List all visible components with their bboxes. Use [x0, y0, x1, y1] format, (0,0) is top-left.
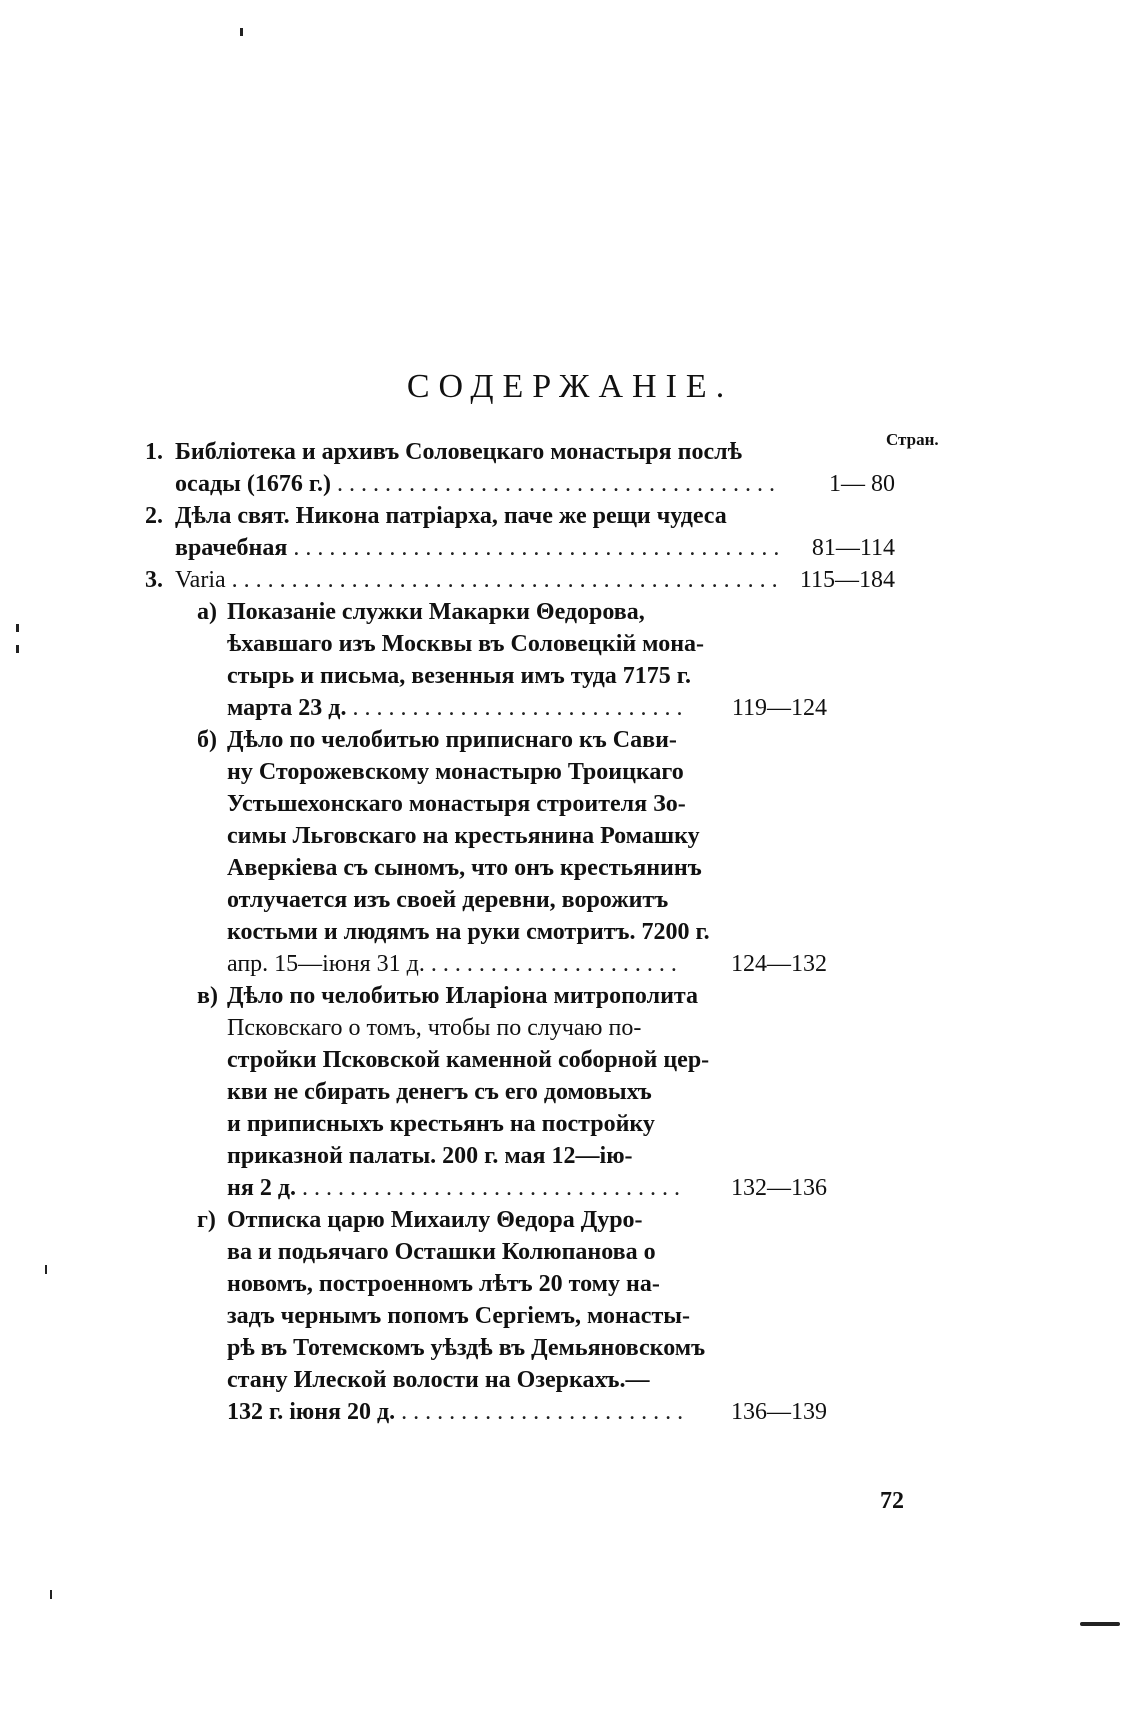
- toc-entry-2-text: Дѣла свят. Никона патріарха, паче же рещи чудеса: [175, 503, 727, 529]
- toc-sub-c-pages: 132—136: [731, 1175, 827, 1201]
- toc-entry-3-number: 3.: [145, 567, 163, 593]
- toc-entry-1-line-1: [145, 435, 905, 469]
- toc-sub-c-line-6: [227, 1139, 827, 1173]
- toc-sub-a-text-2: ѣхавшаго изъ Москвы въ Соловецкій мона-: [227, 631, 705, 657]
- toc-sub-c-line-4: [227, 1075, 827, 1109]
- toc-sub-d-text-2: ва и подьячаго Осташки Колюпанова о: [227, 1239, 656, 1265]
- toc-sub-a-line-2: [227, 627, 827, 661]
- dot-leader: [337, 467, 779, 501]
- toc-sub-d-line-5: [227, 1331, 827, 1365]
- toc-sub-a-line-4: [227, 691, 827, 725]
- toc-sub-d-text-3: новомъ, построенномъ лѣтъ 20 тому на-: [227, 1271, 660, 1297]
- toc-entry-1-line-2: [175, 467, 895, 501]
- dot-leader: [293, 531, 779, 565]
- toc-entry-2-line-2: [175, 531, 895, 565]
- toc-sub-a-line-1: [197, 595, 817, 629]
- pages-column-header: Стран.: [886, 430, 939, 449]
- scan-speck: [1080, 1622, 1120, 1626]
- toc-sub-b-line-1: [197, 723, 827, 757]
- toc-sub-b-line-7: [227, 915, 827, 949]
- toc-entry-3-text: Varia: [175, 567, 226, 593]
- toc-entry-2-number: 2.: [145, 503, 163, 529]
- scan-speck: [45, 1265, 47, 1274]
- toc-sub-c-line-7: [227, 1171, 827, 1205]
- toc-sub-b-text-1: Дѣло по челобитью приписнаго къ Сави-: [227, 727, 677, 753]
- toc-sub-b-text-4: симы Льговскаго на крестьянина Ромашку: [227, 823, 700, 849]
- page-title: СОДЕРЖАНІЕ.: [406, 368, 734, 405]
- dot-leader: [232, 563, 779, 597]
- toc-sub-b-line-6: [227, 883, 827, 917]
- toc-sub-d-text-7: 132 г. іюня 20 д.: [227, 1399, 396, 1425]
- toc-sub-a-text-4: марта 23 д.: [227, 695, 347, 721]
- toc-entry-2-line-1: [145, 499, 905, 533]
- toc-sub-b-pages: 124—132: [731, 951, 827, 977]
- toc-sub-b-line-3: [227, 787, 827, 821]
- toc-sub-d-line-2: [227, 1235, 827, 1269]
- toc-entry-3-pages: 115—184: [799, 567, 895, 593]
- toc-sub-d-pages: 136—139: [731, 1399, 827, 1425]
- scan-speck: [240, 28, 243, 36]
- toc-entry-3-line-1: [145, 563, 895, 597]
- toc-sub-c-line-2: [227, 1011, 827, 1045]
- toc-sub-a-line-3: [227, 659, 827, 693]
- toc-entry-2-pages: 81—114: [811, 535, 895, 561]
- toc-sub-c-text-6: приказной палаты. 200 г. мая 12—ію-: [227, 1143, 633, 1169]
- page-number: 72: [880, 1488, 904, 1514]
- toc-sub-d-line-6: [227, 1363, 827, 1397]
- toc-sub-d-line-1: [197, 1203, 827, 1237]
- toc-sub-c-line-5: [227, 1107, 827, 1141]
- toc-sub-b-text-7: костьми и людямъ на руки смотритъ. 7200 г.: [227, 919, 710, 945]
- toc-sub-a-pages: 119—124: [731, 695, 827, 721]
- dot-leader: [352, 691, 683, 725]
- dot-leader: [401, 1395, 683, 1429]
- toc-sub-c-line-1: [197, 979, 827, 1013]
- toc-sub-d-line-3: [227, 1267, 827, 1301]
- toc-sub-b-text-8: апр. 15—іюня 31 д.: [227, 951, 425, 977]
- toc-sub-c-line-3: [227, 1043, 827, 1077]
- toc-sub-c-text-4: кви не сбирать денегъ съ его домовыхъ: [227, 1079, 652, 1105]
- toc-sub-c-text-1: Дѣло по челобитью Иларіона митрополита: [227, 983, 698, 1009]
- dot-leader: [302, 1171, 683, 1205]
- toc-sub-d-line-4: [227, 1299, 827, 1333]
- scan-speck: [16, 624, 19, 632]
- toc-sub-a-text-3: стырь и письма, везенныя имъ туда 7175 г.: [227, 663, 691, 689]
- toc-sub-c-text-3: стройки Псковской каменной соборной цер-: [227, 1047, 710, 1073]
- scan-speck: [50, 1590, 52, 1599]
- toc-sub-c-letter: в): [197, 983, 218, 1009]
- toc-entry-1-text: Библіотека и архивъ Соловецкаго монастыря послѣ: [175, 439, 742, 465]
- toc-sub-d-text-1: Отписка царю Михаилу Θедора Дуро-: [227, 1207, 643, 1233]
- dot-leader: [431, 947, 683, 981]
- toc-sub-b-text-5: Аверкіева съ сыномъ, что онъ крестьянинъ: [227, 855, 702, 881]
- toc-entry-2-text-cont: врачебная: [175, 535, 288, 561]
- toc-entry-1-pages: 1— 80: [829, 471, 895, 497]
- toc-sub-d-line-7: [227, 1395, 827, 1429]
- toc-sub-a-text-1: Показаніе служки Макарки Θедорова,: [227, 599, 645, 625]
- toc-sub-d-text-6: стану Илеской волости на Озеркахъ.—: [227, 1367, 650, 1393]
- toc-sub-b-line-8: [227, 947, 827, 981]
- toc-entry-1-text-cont: осады (1676 г.): [175, 471, 331, 497]
- toc-sub-b-text-6: отлучается изъ своей деревни, ворожитъ: [227, 887, 669, 913]
- toc-sub-c-text-2: Псковскаго о томъ, чтобы по случаю по-: [227, 1015, 642, 1041]
- toc-sub-b-letter: б): [197, 727, 217, 753]
- toc-sub-d-text-4: задъ чернымъ попомъ Сергіемъ, монасты-: [227, 1303, 690, 1329]
- toc-sub-b-line-2: [227, 755, 827, 789]
- toc-sub-b-text-2: ну Сторожевскому монастырю Троицкаго: [227, 759, 684, 785]
- toc-sub-b-line-5: [227, 851, 827, 885]
- toc-sub-d-text-5: рѣ въ Тотемскомъ уѣздѣ въ Демьяновскомъ: [227, 1335, 706, 1361]
- toc-sub-d-letter: г): [197, 1207, 216, 1233]
- scan-speck: [16, 645, 19, 653]
- toc-sub-b-line-4: [227, 819, 827, 853]
- toc-entry-1-number: 1.: [145, 439, 163, 465]
- toc-sub-b-text-3: Устьшехонскаго монастыря строителя Зо-: [227, 791, 686, 817]
- toc-sub-c-text-5: и приписныхъ крестьянъ на постройку: [227, 1111, 655, 1137]
- toc-sub-a-letter: а): [197, 599, 217, 625]
- toc-sub-c-text-7: ня 2 д.: [227, 1175, 296, 1201]
